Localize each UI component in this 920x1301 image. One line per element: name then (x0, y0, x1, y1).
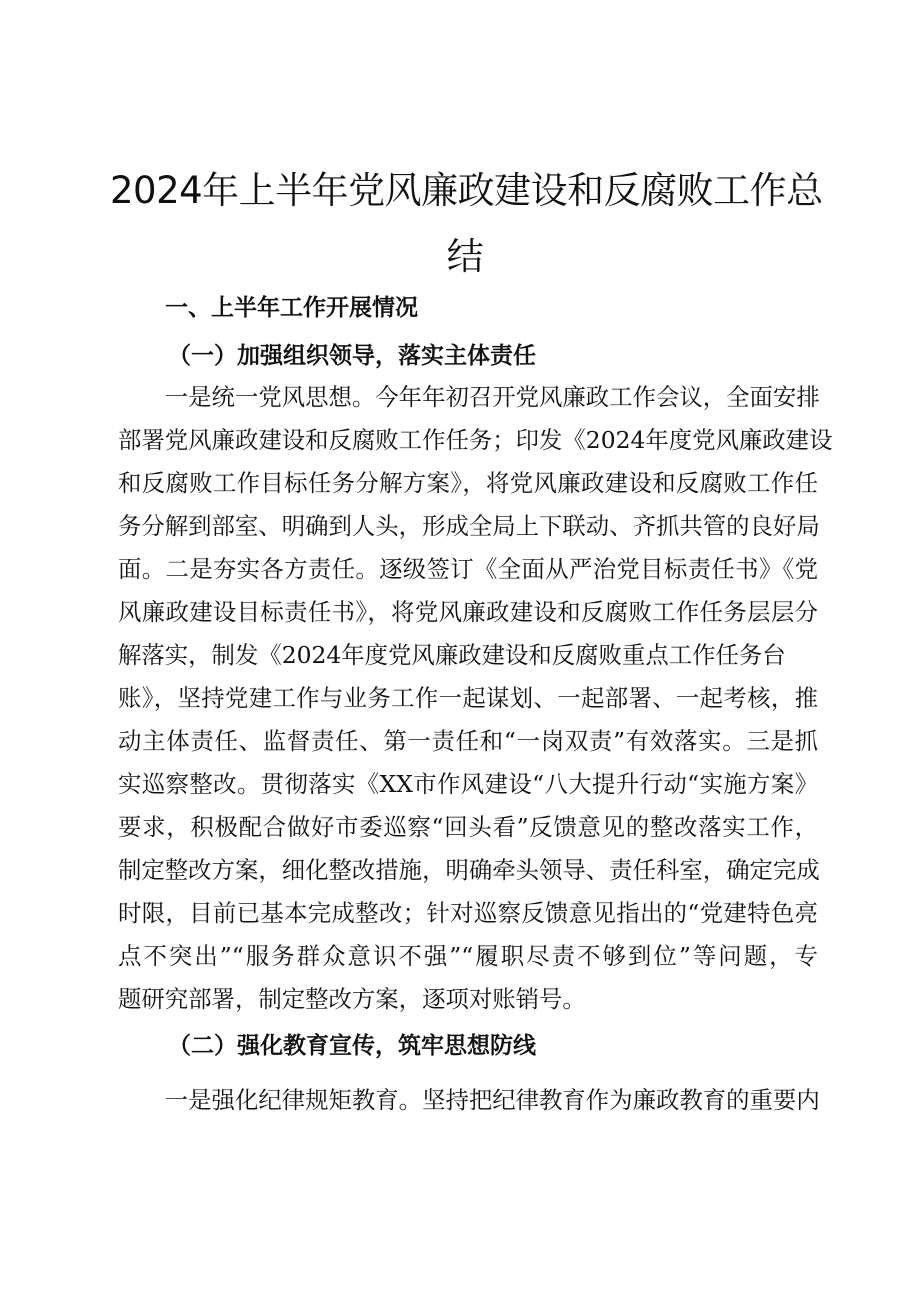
subsection-heading-1: （一）加强组织领导，落实主体责任 (168, 343, 536, 369)
subsection-heading-2: （二）强化教育宣传，筑牢思想防线 (168, 1033, 536, 1059)
paragraph-1-line: 务分解到部室、明确到人头，形成全局上下联动、齐抓共管的良好局 (118, 512, 820, 540)
document-title-line-2: 结 (446, 235, 484, 278)
paragraph-1-line: 面。二是夯实各方责任。逐级签订《全面从严治党目标责任书》《党 (118, 555, 818, 583)
paragraph-1-line: 和反腐败工作目标任务分解方案》，将党风廉政建设和反腐败工作任 (118, 469, 818, 497)
paragraph-1-line: 一是统一党风思想。今年年初召开党风廉政工作会议，全面安排 (118, 383, 820, 411)
paragraph-1-line: 账》，坚持党建工作与业务工作一起谋划、一起部署、一起考核，推 (118, 684, 818, 712)
paragraph-1-line: 动主体责任、监督责任、第一责任和“一岗双责”有效落实。三是抓 (118, 727, 818, 755)
paragraph-1-line: 部署党风廉政建设和反腐败工作任务；印发《2024年度党风廉政建设 (118, 426, 833, 454)
paragraph-1-line: 题研究部署，制定整改方案，逐项对账销号。 (118, 985, 586, 1013)
paragraph-2-line: 一是强化纪律规矩教育。坚持把纪律教育作为廉政教育的重要内 (118, 1086, 820, 1114)
section-heading-1: 一、上半年工作开展情况 (165, 295, 418, 321)
paragraph-1-line: 实巡察整改。贯彻落实《XX市作风建设“八大提升行动“实施方案》 (118, 770, 818, 798)
paragraph-1-line: 要求，积极配合做好市委巡察“回头看”反馈意见的整改落实工作， (118, 813, 818, 841)
paragraph-1-line: 时限，目前已基本完成整改；针对巡察反馈意见指出的“党建特色亮 (118, 899, 818, 927)
paragraph-1-line: 制定整改方案，细化整改措施，明确牵头领导、责任科室，确定完成 (118, 856, 820, 884)
paragraph-1-line: 点不突出”“服务群众意识不强”“履职尽责不够到位”等问题，专 (118, 942, 818, 970)
document-title-line-1: 2024年上半年党风廉政建设和反腐败工作总 (110, 169, 823, 212)
paragraph-1-line: 风廉政建设目标责任书》，将党风廉政建设和反腐败工作任务层层分 (118, 598, 818, 626)
paragraph-1-line: 解落实，制发《2024年度党风廉政建设和反腐败重点工作任务台 (118, 641, 786, 669)
